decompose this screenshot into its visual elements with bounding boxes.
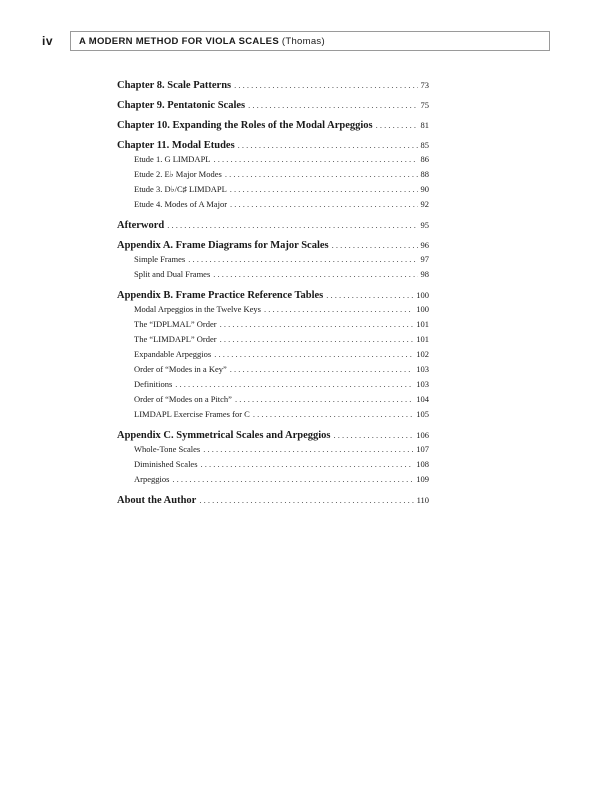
book-author: (Thomas) bbox=[281, 36, 325, 47]
toc-subentry bbox=[117, 169, 429, 184]
toc-entry-title: Order of “Modes in a Key” bbox=[134, 364, 227, 374]
toc-page-number: 97 bbox=[420, 254, 429, 264]
table-of-contents bbox=[117, 80, 429, 509]
toc-chapter-entry bbox=[117, 240, 429, 254]
toc-entry-title: Etude 2. E♭ Major Modes bbox=[134, 169, 222, 179]
toc-entry-title: About the Author bbox=[117, 495, 197, 506]
toc-subentry bbox=[117, 379, 429, 394]
toc-subentry bbox=[117, 319, 429, 334]
dot-leader bbox=[203, 444, 413, 454]
header-title-box bbox=[70, 31, 550, 51]
toc-page-number: 101 bbox=[416, 319, 429, 329]
toc-page-number: 103 bbox=[416, 364, 429, 374]
dot-leader bbox=[213, 269, 417, 279]
toc-subentry bbox=[117, 409, 429, 424]
dot-leader bbox=[230, 364, 413, 374]
toc-page-number: 105 bbox=[416, 409, 429, 419]
toc-entry-title: The “IDPLMAL” Order bbox=[134, 319, 217, 329]
dot-leader bbox=[326, 290, 413, 300]
toc-page-number: 88 bbox=[420, 169, 429, 179]
dot-leader bbox=[264, 304, 413, 314]
toc-entry-title: Split and Dual Frames bbox=[134, 269, 211, 279]
dot-leader bbox=[225, 169, 418, 179]
toc-subentry bbox=[117, 364, 429, 379]
toc-entry-title: Etude 3. D♭/C♯ LIMDAPL bbox=[134, 184, 227, 194]
toc-entry-title: Afterword bbox=[117, 220, 165, 231]
toc-entry-title: Etude 1. G LIMDAPL bbox=[134, 154, 211, 164]
toc-subentry bbox=[117, 304, 429, 319]
dot-leader bbox=[214, 349, 413, 359]
toc-page-number: 107 bbox=[416, 444, 429, 454]
toc-chapter-entry bbox=[117, 140, 429, 154]
toc-subentry bbox=[117, 444, 429, 459]
toc-entry-title: Simple Frames bbox=[134, 254, 186, 264]
dot-leader bbox=[376, 120, 418, 130]
dot-leader bbox=[248, 100, 417, 110]
dot-leader bbox=[214, 154, 418, 164]
dot-leader bbox=[220, 319, 414, 329]
toc-entry-title: Arpeggios bbox=[134, 474, 170, 484]
toc-entry-title: Etude 4. Modes of A Major bbox=[134, 199, 228, 209]
dot-leader bbox=[220, 334, 414, 344]
toc-page-number: 98 bbox=[420, 269, 429, 279]
dot-leader bbox=[235, 394, 413, 404]
toc-chapter-entry bbox=[117, 100, 429, 114]
toc-page-number: 92 bbox=[420, 199, 429, 209]
toc-page-number: 106 bbox=[416, 430, 429, 440]
toc-chapter-entry bbox=[117, 120, 429, 134]
dot-leader bbox=[230, 199, 417, 209]
dot-leader bbox=[175, 379, 413, 389]
toc-page-number: 101 bbox=[416, 334, 429, 344]
toc-entry-title: Chapter 11. Modal Etudes bbox=[117, 140, 235, 151]
toc-entry-title: Expandable Arpeggios bbox=[134, 349, 212, 359]
toc-page-number: 103 bbox=[416, 379, 429, 389]
toc-page-number: 100 bbox=[416, 304, 429, 314]
dot-leader bbox=[332, 240, 418, 250]
toc-page-number: 100 bbox=[416, 290, 429, 300]
toc-chapter-entry bbox=[117, 290, 429, 304]
dot-leader bbox=[199, 495, 413, 505]
toc-entry-title: Chapter 8. Scale Patterns bbox=[117, 80, 232, 91]
toc-chapter-entry bbox=[117, 495, 429, 509]
toc-entry-title: Chapter 10. Expanding the Roles of the Modal Arpeggios bbox=[117, 120, 373, 131]
dot-leader bbox=[253, 409, 413, 419]
book-title bbox=[79, 36, 325, 47]
dot-leader bbox=[172, 474, 413, 484]
toc-page-number: 108 bbox=[416, 459, 429, 469]
toc-page-number: 90 bbox=[420, 184, 429, 194]
toc-page-number: 104 bbox=[416, 394, 429, 404]
dot-leader bbox=[238, 140, 418, 150]
toc-entry-title: Appendix C. Symmetrical Scales and Arpeggios bbox=[117, 430, 331, 441]
toc-page-number: 109 bbox=[416, 474, 429, 484]
toc-subentry bbox=[117, 184, 429, 199]
dot-leader bbox=[230, 184, 418, 194]
toc-subentry bbox=[117, 269, 429, 284]
dot-leader bbox=[334, 430, 414, 440]
toc-subentry bbox=[117, 254, 429, 269]
page-number: iv bbox=[42, 34, 54, 48]
toc-page-number: 85 bbox=[420, 140, 429, 150]
toc-entry-title: Modal Arpeggios in the Twelve Keys bbox=[134, 304, 261, 314]
toc-page-number: 81 bbox=[420, 120, 429, 130]
toc-subentry bbox=[117, 349, 429, 364]
toc-entry-title: Chapter 9. Pentatonic Scales bbox=[117, 100, 246, 111]
toc-page-number: 110 bbox=[416, 495, 429, 505]
toc-page-number: 95 bbox=[420, 220, 429, 230]
toc-entry-title: Appendix B. Frame Practice Reference Tables bbox=[117, 290, 324, 301]
toc-entry-title: Diminished Scales bbox=[134, 459, 198, 469]
running-header bbox=[42, 31, 550, 53]
toc-subentry bbox=[117, 154, 429, 169]
toc-subentry bbox=[117, 334, 429, 349]
toc-page-number: 73 bbox=[420, 80, 429, 90]
toc-page-number: 96 bbox=[420, 240, 429, 250]
toc-page-number: 102 bbox=[416, 349, 429, 359]
toc-chapter-entry bbox=[117, 80, 429, 94]
toc-chapter-entry bbox=[117, 430, 429, 444]
toc-entry-title: Definitions bbox=[134, 379, 173, 389]
toc-page-number: 86 bbox=[420, 154, 429, 164]
toc-subentry bbox=[117, 474, 429, 489]
dot-leader bbox=[201, 459, 414, 469]
dot-leader bbox=[167, 220, 417, 230]
toc-entry-title: Whole-Tone Scales bbox=[134, 444, 201, 454]
toc-entry-title: LIMDAPL Exercise Frames for C bbox=[134, 409, 250, 419]
toc-entry-title: Order of “Modes on a Pitch” bbox=[134, 394, 232, 404]
toc-chapter-entry bbox=[117, 220, 429, 234]
toc-subentry bbox=[117, 394, 429, 409]
toc-subentry bbox=[117, 459, 429, 474]
book-title-text: A MODERN METHOD FOR VIOLA SCALES bbox=[79, 36, 279, 47]
dot-leader bbox=[234, 80, 417, 90]
dot-leader bbox=[188, 254, 417, 264]
toc-entry-title: The “LIMDAPL” Order bbox=[134, 334, 217, 344]
toc-entry-title: Appendix A. Frame Diagrams for Major Scales bbox=[117, 240, 329, 251]
toc-page-number: 75 bbox=[420, 100, 429, 110]
toc-subentry bbox=[117, 199, 429, 214]
